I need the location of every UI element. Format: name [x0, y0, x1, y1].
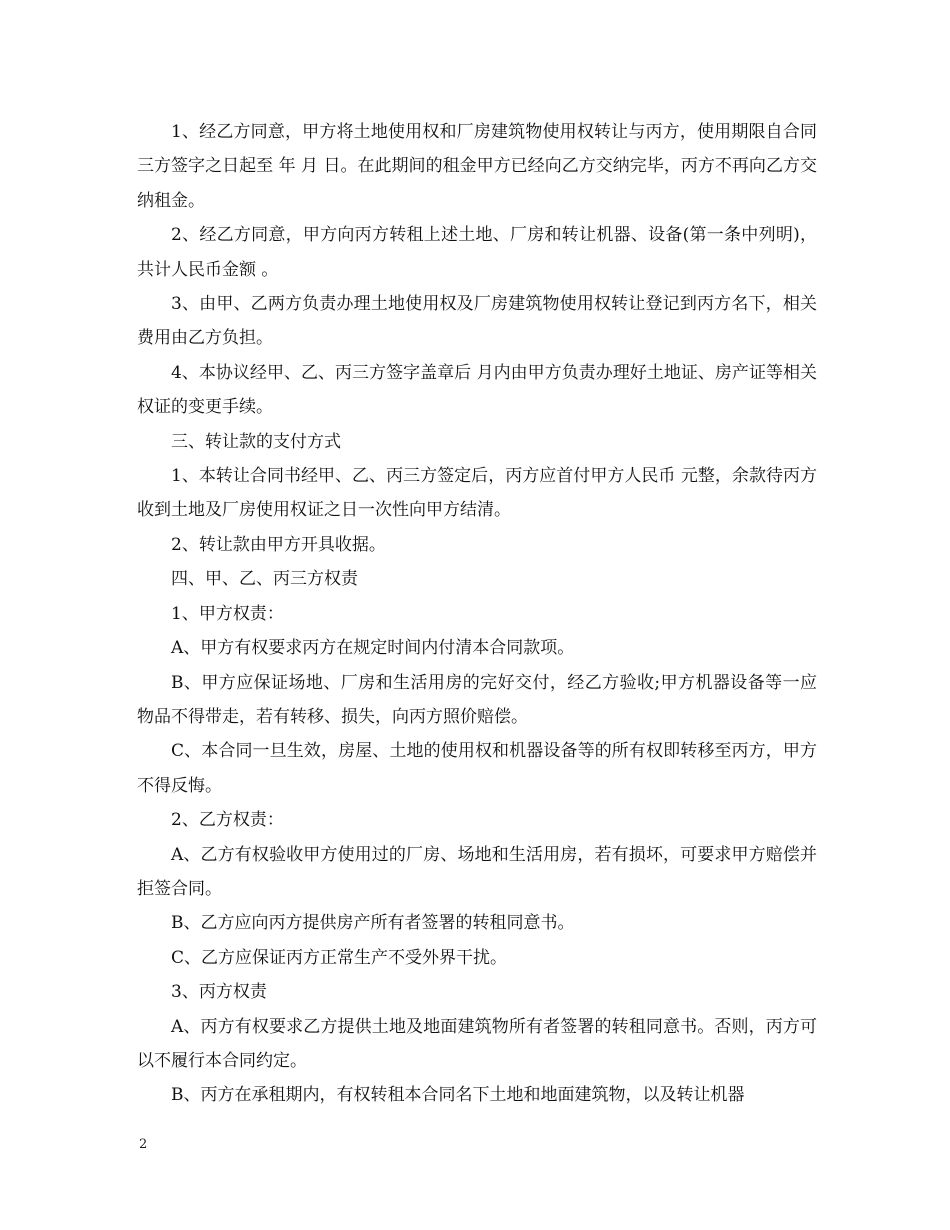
- paragraph: B、乙方应向丙方提供房产所有者签署的转租同意书。: [171, 913, 575, 934]
- subsection-heading: 2、乙方权责：: [171, 810, 284, 831]
- document-body: [137, 115, 817, 1113]
- paragraph: 1、本转让合同书经甲、乙、丙三方签定后，丙方应首付甲方人民币 元整，余款待丙方收到土地及厂房使用权证之日一次性向甲方结清。: [137, 466, 817, 521]
- paragraph: A、甲方有权要求丙方在规定时间内付清本合同款项。: [171, 638, 575, 659]
- section-heading: 四、甲、乙、丙三方权责: [171, 569, 358, 590]
- paragraph: 1、经乙方同意，甲方将土地使用权和厂房建筑物使用权转让与丙方，使用期限自合同三方签字之日起至 年 月 日。在此期间的租金甲方已经向乙方交纳完毕，丙方不再向乙方交纳租金。: [137, 122, 817, 211]
- paragraph: C、乙方应保证丙方正常生产不受外界干扰。: [171, 947, 508, 968]
- section-heading: 三、转让款的支付方式: [171, 431, 341, 452]
- subsection-heading: 3、丙方权责: [171, 982, 267, 1003]
- paragraph: 2、转让款由甲方开具收据。: [171, 534, 386, 555]
- paragraph: A、乙方有权验收甲方使用过的厂房、场地和生活用房，若有损坏，可要求甲方赔偿并拒签合同。: [137, 844, 817, 899]
- paragraph: C、本合同一旦生效，房屋、土地的使用权和机器设备等的所有权即转移至丙方，甲方不得反悔。: [137, 741, 817, 796]
- paragraph: A、丙方有权要求乙方提供土地及地面建筑物所有者签署的转租同意书。否则，丙方可以不履行本合同约定。: [137, 1016, 817, 1071]
- paragraph: 2、经乙方同意，甲方向丙方转租上述土地、厂房和转让机器、设备(第一条中列明)，共计人民币金额 。: [137, 225, 817, 280]
- paragraph: 4、本协议经甲、乙、丙三方签字盖章后 月内由甲方负责办理好土地证、房产证等相关权证的变更手续。: [137, 362, 817, 418]
- paragraph: B、丙方在承租期内，有权转租本合同名下土地和地面建筑物，以及转让机器: [171, 1085, 745, 1106]
- page-number: 2: [139, 1137, 148, 1152]
- subsection-heading: 1、甲方权责：: [171, 603, 284, 624]
- paragraph: 3、由甲、乙两方负责办理土地使用权及厂房建筑物使用权转让登记到丙方名下，相关费用由乙方负担。: [137, 294, 817, 349]
- paragraph: B、甲方应保证场地、厂房和生活用房的完好交付，经乙方验收;甲方机器设备等一应物品不得带走，若有转移、损失，向丙方照价赔偿。: [137, 672, 817, 727]
